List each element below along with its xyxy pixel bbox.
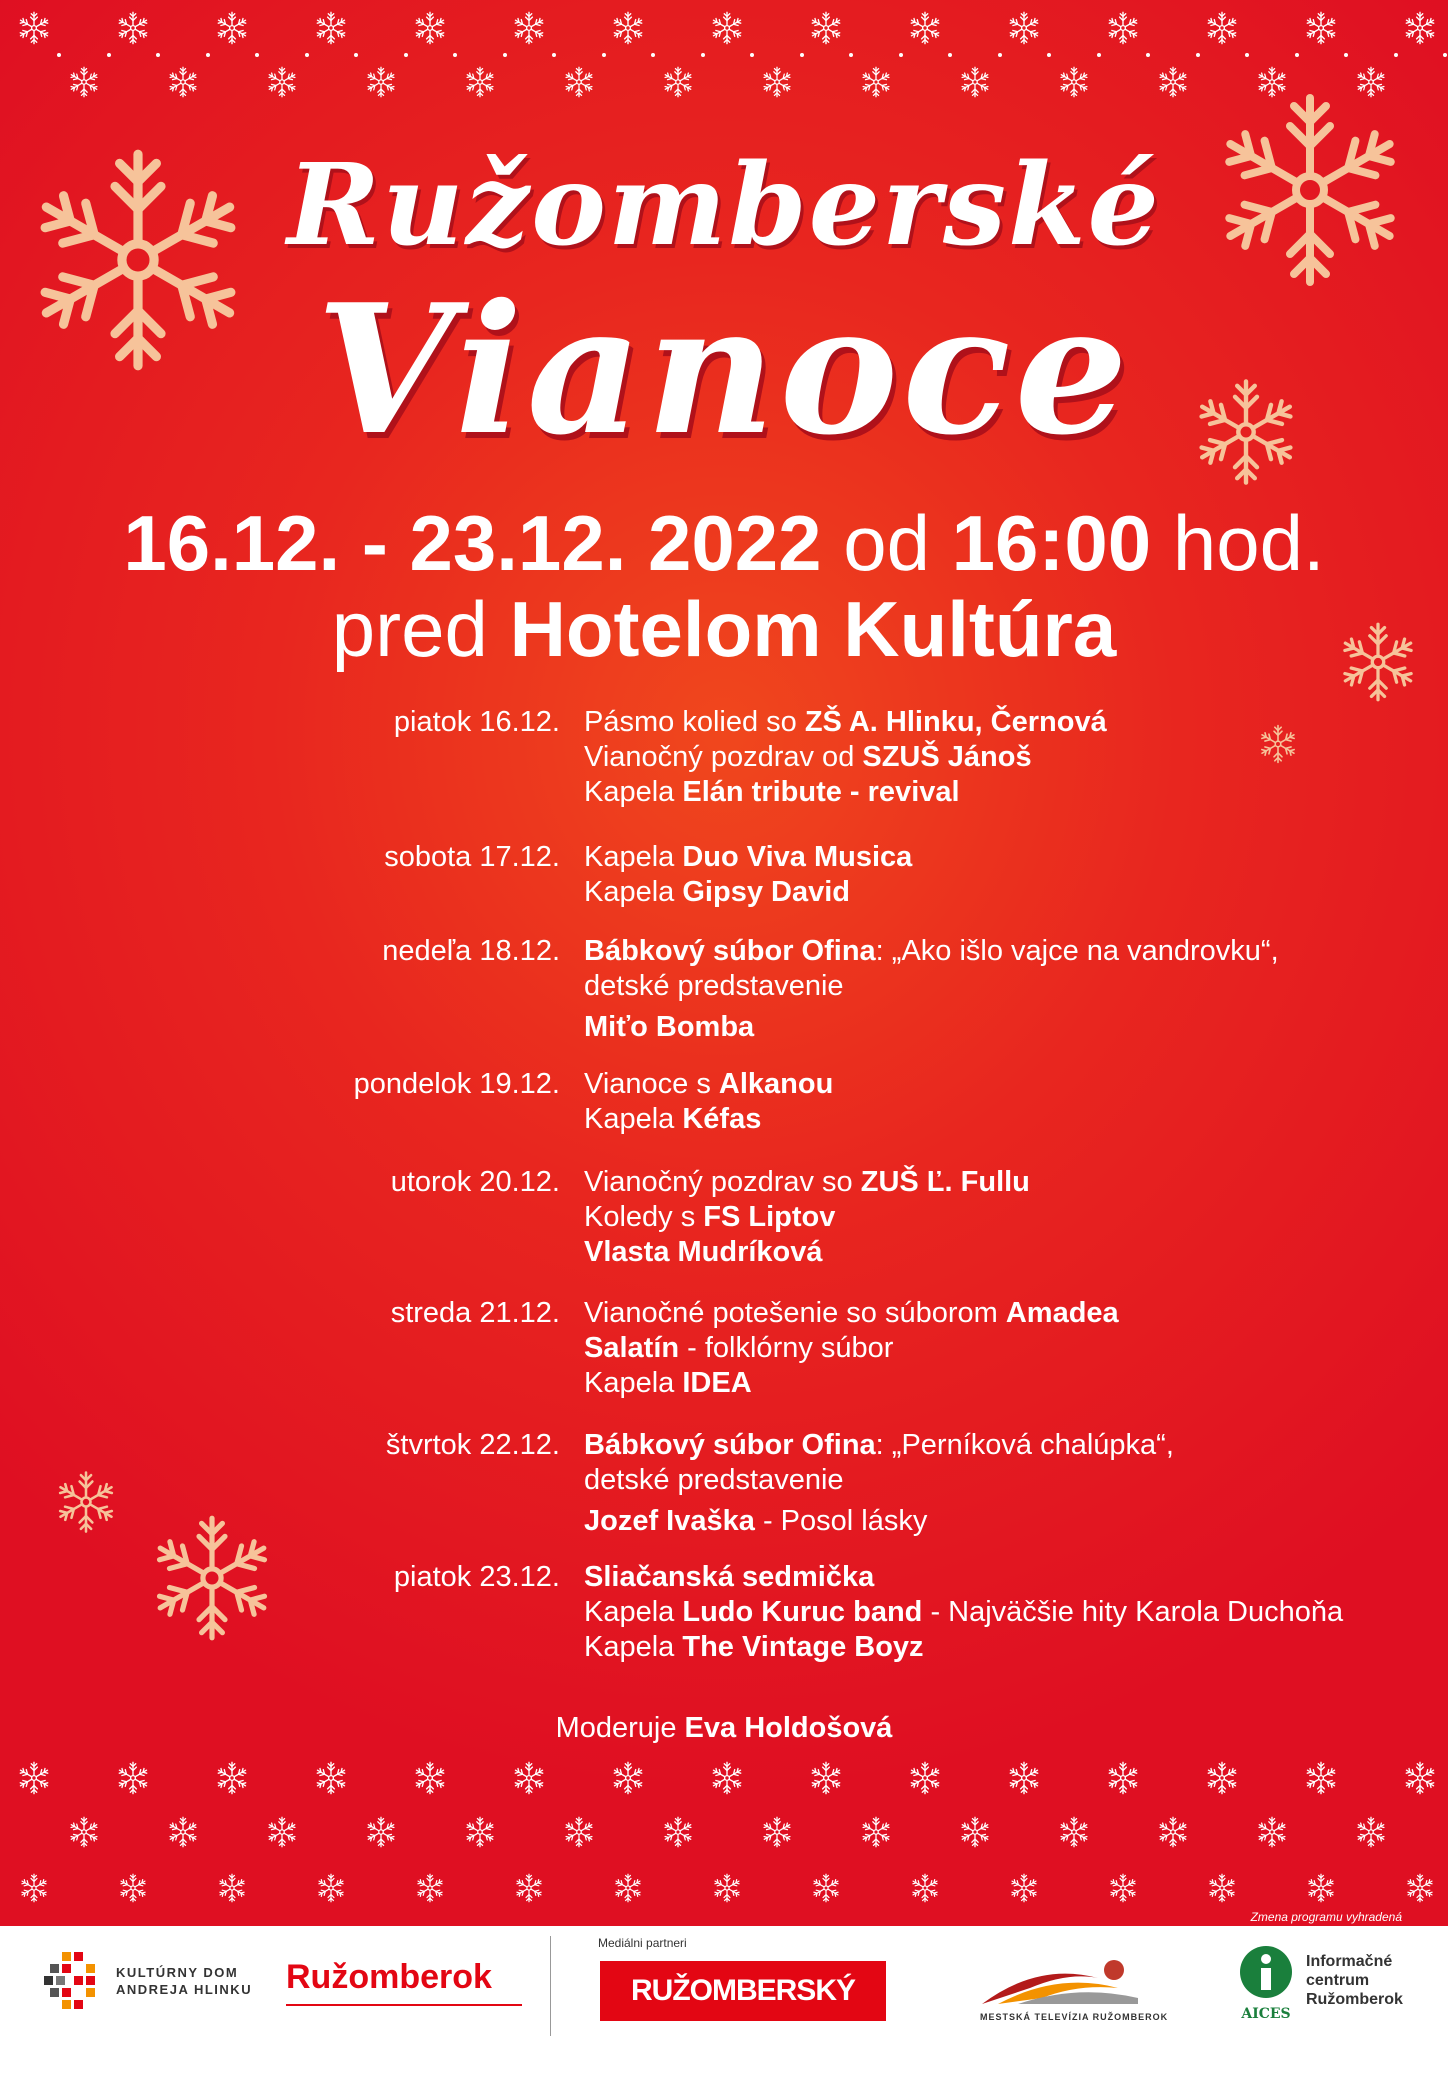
schedule-day: štvrtok 22.12. — [385, 1429, 560, 1461]
schedule-text-bold: Kéfas — [682, 1103, 762, 1135]
schedule-text-pre: Kapela — [584, 776, 683, 808]
schedule-line — [584, 1596, 1343, 1629]
schedule-text-pre: Kapela — [584, 1103, 683, 1135]
snowflake-icon — [17, 1761, 51, 1795]
schedule-text-pre: Kapela — [584, 1631, 683, 1663]
snowflake-icon — [998, 53, 1002, 57]
snowflake-icon — [1157, 1816, 1189, 1848]
venue-pred: pred — [331, 585, 488, 673]
schedule-text-bold: ZŠ A. Hlinku, Černová — [804, 706, 1107, 738]
snowflake-icon — [1106, 1761, 1140, 1795]
snowflake-icon — [464, 66, 496, 98]
snowflake-icon — [1205, 1761, 1239, 1795]
snowflake-icon — [959, 1816, 991, 1848]
snowflake-icon — [1403, 11, 1437, 45]
schedule-text-pre: Vianočný pozdrav so — [584, 1166, 861, 1198]
snowflake-icon — [1306, 1873, 1336, 1903]
schedule-text-pre: detské predstavenie — [584, 970, 844, 1002]
snowflake-icon — [1245, 53, 1249, 57]
snowflake-icon — [1007, 11, 1041, 45]
snowflake-icon — [512, 1761, 546, 1795]
schedule-line — [584, 741, 1032, 774]
snowflake-icon — [908, 1761, 942, 1795]
mtv-text: MESTSKÁ TELEVÍZIA RUŽOMBEROK — [980, 2012, 1169, 2022]
info-centrum-text: Informačné centrum Ružomberok — [1306, 1953, 1403, 2008]
schedule-text-bold: ZUŠ Ľ. Fullu — [860, 1166, 1030, 1198]
snowflake-icon — [266, 66, 298, 98]
aices-text: AICES — [1241, 2006, 1291, 2022]
schedule-text-post: : „Ako išlo vajce na vandrovku“, — [875, 935, 1279, 967]
footer-divider — [550, 1936, 551, 2036]
snowflake-icon — [305, 53, 309, 57]
schedule-line — [584, 1332, 893, 1365]
snowflake-icon — [1007, 1761, 1041, 1795]
snowflake-icon — [1058, 66, 1090, 98]
snowflake-icon — [316, 1873, 346, 1903]
snowflake-icon — [57, 53, 61, 57]
snowflake-icon — [1047, 53, 1051, 57]
schedule-text-pre: Kapela — [584, 1367, 683, 1399]
snowflake-icon — [651, 53, 655, 57]
schedule-line — [584, 876, 850, 909]
snowflake-icon — [662, 1816, 694, 1848]
snowflake-icon — [860, 66, 892, 98]
snowflake-icon — [116, 1761, 150, 1795]
ruzomberok-underline — [286, 2004, 522, 2006]
schedule-text-bold: FS Liptov — [703, 1201, 836, 1233]
snowflake-icon — [503, 53, 507, 57]
schedule-text-bold: SZUŠ Jánoš — [862, 741, 1032, 773]
schedule-text-bold: Salatín — [584, 1332, 680, 1364]
snowflake-icon — [611, 11, 645, 45]
schedule-text-post: : „Perníková chalúpka“, — [875, 1429, 1174, 1461]
mtv-logo-icon — [978, 1958, 1158, 2008]
snowflake-icon — [1258, 724, 1298, 764]
schedule-day: streda 21.12. — [390, 1297, 560, 1329]
schedule-text-pre: Vianoce s — [584, 1068, 719, 1100]
date-hod: hod. — [1172, 499, 1325, 587]
snowflake-icon — [811, 1873, 841, 1903]
schedule-line — [584, 706, 1107, 739]
schedule-text-bold: Ludo Kuruc band — [682, 1596, 923, 1628]
snowflake-icon — [602, 53, 606, 57]
snowflake-icon — [19, 1873, 49, 1903]
schedule-text-bold: Bábkový súbor Ofina — [584, 1429, 876, 1461]
snowflake-icon — [118, 1873, 148, 1903]
snowflake-icon — [1355, 1816, 1387, 1848]
snowflake-icon — [910, 1873, 940, 1903]
moderator-name: Eva Holdošová — [684, 1712, 893, 1744]
snowflake-icon — [255, 53, 259, 57]
schedule-text-pre: Kapela — [584, 841, 683, 873]
schedule-text-bold: Gipsy David — [682, 876, 850, 908]
snowflake-icon — [750, 53, 754, 57]
snowflake-icon — [217, 1873, 247, 1903]
snowflake-icon — [54, 1470, 118, 1534]
snowflake-icon — [611, 1761, 645, 1795]
schedule-line — [584, 1505, 927, 1538]
snowflake-icon — [1394, 53, 1398, 57]
snowflake-icon — [710, 1761, 744, 1795]
schedule-text-bold: IDEA — [682, 1367, 752, 1399]
snowflake-icon — [413, 1761, 447, 1795]
schedule-line — [584, 935, 1279, 968]
date-line — [0, 498, 1448, 589]
snowflake-icon — [761, 1816, 793, 1848]
schedule-text-bold: Vlasta Mudríková — [584, 1236, 823, 1268]
snowflake-icon — [809, 1761, 843, 1795]
snowflake-icon — [266, 1816, 298, 1848]
snowflake-icon — [948, 53, 952, 57]
schedule-day: piatok 23.12. — [393, 1561, 560, 1593]
snowflake-icon — [959, 66, 991, 98]
snowflake-icon — [116, 11, 150, 45]
schedule-text-pre: detské predstavenie — [584, 1464, 844, 1496]
schedule-line — [584, 1561, 874, 1594]
title-line-1: Ružomberské — [287, 140, 1161, 271]
schedule-text-bold: The Vintage Boyz — [682, 1631, 924, 1663]
snowflake-icon — [1205, 11, 1239, 45]
snowflake-icon — [215, 11, 249, 45]
snowflake-icon — [68, 66, 100, 98]
media-partners-label: Mediálni partneri — [598, 1936, 687, 1950]
snowflake-icon — [1009, 1873, 1039, 1903]
moderator-prefix: Moderuje — [555, 1712, 685, 1744]
schedule-text-bold: Miťo Bomba — [584, 1011, 755, 1043]
snowflake-icon — [1256, 1816, 1288, 1848]
schedule-line — [584, 776, 960, 809]
schedule-text-bold: Jozef Ivaška — [584, 1505, 755, 1537]
snowflake-icon — [1097, 53, 1101, 57]
schedule-line — [584, 1011, 754, 1044]
schedule-line — [584, 1236, 823, 1269]
schedule-line — [584, 1297, 1119, 1330]
title-line-2: Vianoce — [316, 265, 1132, 474]
schedule-text-bold: Sliačanská sedmička — [584, 1561, 875, 1593]
snowflake-icon — [167, 66, 199, 98]
ruzomberok-logo: Ružomberok — [286, 1958, 492, 1996]
schedule-line — [584, 970, 844, 1003]
snowflake-icon — [1304, 11, 1338, 45]
snowflake-icon — [413, 11, 447, 45]
snowflake-icon — [156, 53, 160, 57]
snowflake-icon — [1295, 53, 1299, 57]
snowflake-icon — [1157, 66, 1189, 98]
snowflake-icon — [1304, 1761, 1338, 1795]
schedule-day: piatok 16.12. — [393, 706, 560, 738]
schedule-text-bold: Bábkový súbor Ofina — [584, 935, 876, 967]
snowflake-icon — [514, 1873, 544, 1903]
venue-place: Hotelom Kultúra — [509, 585, 1117, 673]
schedule-line — [584, 1464, 844, 1497]
snowflake-icon — [1443, 53, 1447, 57]
snowflake-icon — [354, 53, 358, 57]
snowflake-icon — [1405, 1873, 1435, 1903]
schedule-line — [584, 841, 912, 874]
schedule-text-bold: Alkanou — [718, 1068, 834, 1100]
schedule-text-post: - Posol lásky — [754, 1505, 928, 1537]
snowflake-icon — [365, 1816, 397, 1848]
schedule-line — [584, 1631, 924, 1664]
disclaimer: Zmena programu vyhradená — [1250, 1910, 1402, 1924]
snowflake-icon — [314, 11, 348, 45]
schedule-line — [584, 1201, 835, 1234]
kulturny-dom-text: KULTÚRNY DOM ANDREJA HLINKU — [116, 1965, 253, 1997]
snowflake-icon — [701, 53, 705, 57]
kultury-dom-logo-icon — [44, 1952, 104, 2012]
snowflake-icon — [147, 1513, 277, 1643]
snowflake-icon — [710, 11, 744, 45]
snowflake-icon — [552, 53, 556, 57]
schedule-day: utorok 20.12. — [390, 1166, 560, 1198]
snowflake-icon — [453, 53, 457, 57]
snowflake-icon — [860, 1816, 892, 1848]
schedule-text-pre: Vianočný pozdrav od — [584, 741, 863, 773]
schedule-line — [584, 1103, 761, 1136]
schedule-line — [584, 1429, 1174, 1462]
snowflake-icon — [1146, 53, 1150, 57]
schedule-day: pondelok 19.12. — [353, 1068, 560, 1100]
schedule-text-bold: Amadea — [1005, 1297, 1119, 1329]
schedule-text-post: - Najväčšie hity Karola Duchoňa — [922, 1596, 1344, 1628]
snowflake-icon — [512, 11, 546, 45]
venue-line — [0, 584, 1448, 675]
schedule-line — [584, 1166, 1030, 1199]
schedule-text-post: - folklórny súbor — [679, 1332, 894, 1364]
snowflake-icon — [712, 1873, 742, 1903]
snowflake-icon — [68, 1816, 100, 1848]
snowflake-icon — [809, 11, 843, 45]
snowflake-icon — [1108, 1873, 1138, 1903]
schedule-day: nedeľa 18.12. — [382, 935, 560, 967]
schedule-text-bold: Elán tribute - revival — [682, 776, 960, 808]
schedule-line — [584, 1068, 833, 1101]
schedule-day: sobota 17.12. — [384, 841, 560, 873]
schedule-text-pre: Kapela — [584, 876, 683, 908]
snowflake-icon — [849, 53, 853, 57]
schedule-text-pre: Vianočné potešenie so súborom — [584, 1297, 1006, 1329]
start-time: 16:00 — [951, 499, 1152, 587]
snowflake-icon — [215, 1761, 249, 1795]
snowflake-icon — [1058, 1816, 1090, 1848]
snowflake-icon — [908, 11, 942, 45]
snowflake-icon — [1207, 1873, 1237, 1903]
schedule-line — [584, 1367, 752, 1400]
snowflake-icon — [415, 1873, 445, 1903]
snowflake-icon — [404, 53, 408, 57]
schedule-text-bold: Duo Viva Musica — [682, 841, 913, 873]
snowflake-icon — [1403, 1761, 1437, 1795]
snowflake-icon — [167, 1816, 199, 1848]
snowflake-icon — [662, 66, 694, 98]
snowflake-icon — [365, 66, 397, 98]
partners-footer — [0, 1926, 1448, 2067]
snowflake-icon — [613, 1873, 643, 1903]
snowflake-icon — [563, 1816, 595, 1848]
snowflake-icon — [899, 53, 903, 57]
snowflake-icon — [17, 11, 51, 45]
moderator-line — [0, 1712, 1448, 1745]
snowflake-icon — [206, 53, 210, 57]
date-range: 16.12. - 23.12. 2022 — [123, 499, 822, 587]
info-icon — [1238, 1944, 1294, 2000]
snowflake-icon — [314, 1761, 348, 1795]
snowflake-icon — [1344, 53, 1348, 57]
ruzombersky-hlas-logo: RUŽOMBERSKÝ HLAS — [600, 1961, 886, 2021]
schedule-text-pre: Koledy s — [584, 1201, 704, 1233]
snowflake-icon — [1106, 11, 1140, 45]
snowflake-icon — [761, 66, 793, 98]
snowflake-icon — [1196, 53, 1200, 57]
snowflake-icon — [800, 53, 804, 57]
snowflake-icon — [563, 66, 595, 98]
schedule-text-pre: Pásmo kolied so — [584, 706, 805, 738]
date-od: od — [843, 499, 930, 587]
snowflake-icon — [107, 53, 111, 57]
snowflake-icon — [464, 1816, 496, 1848]
schedule-text-pre: Kapela — [584, 1596, 683, 1628]
